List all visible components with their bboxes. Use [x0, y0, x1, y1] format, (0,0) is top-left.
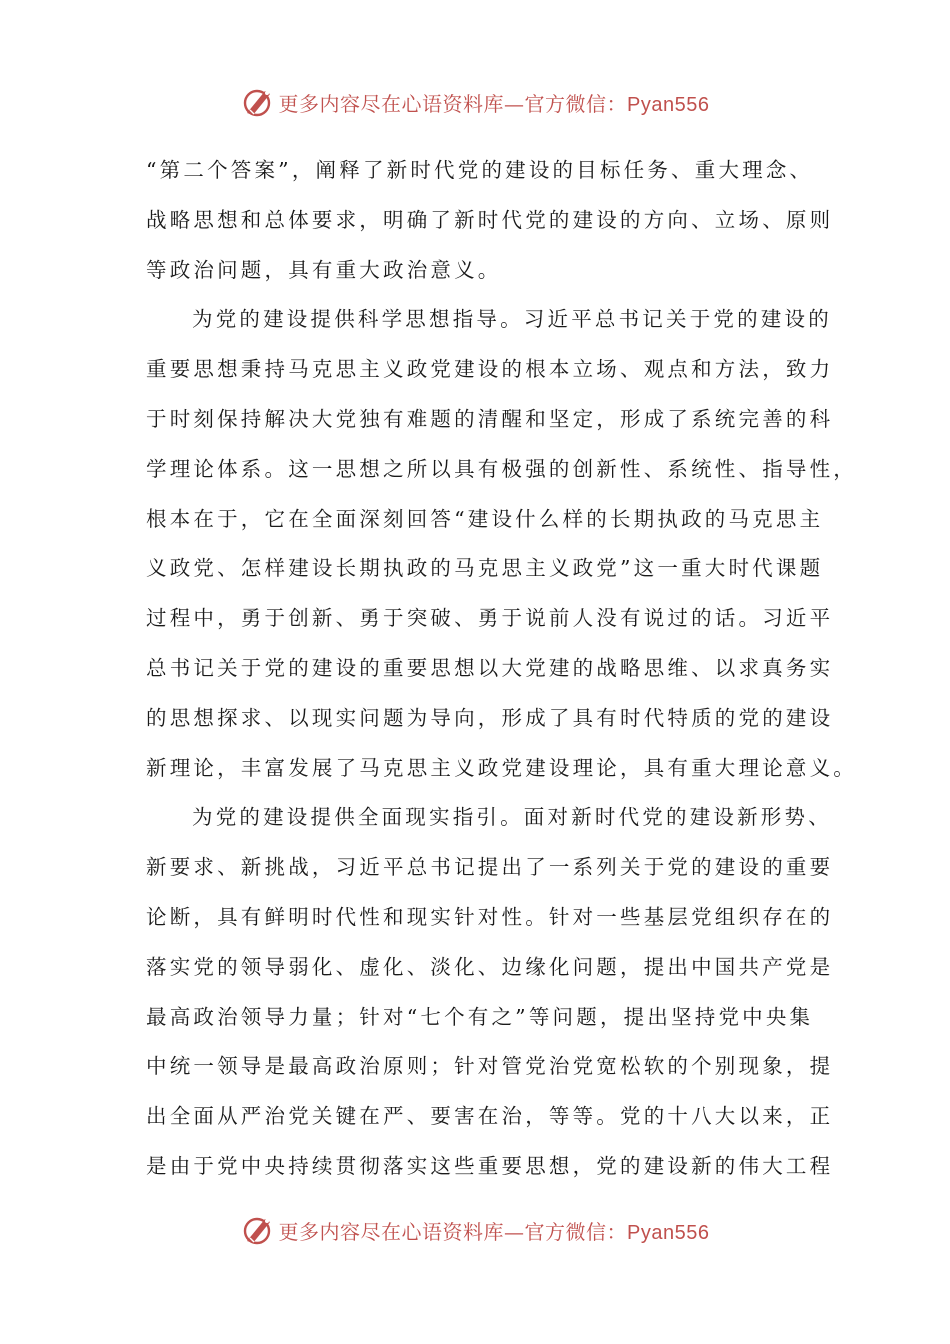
pen-logo-icon — [241, 85, 275, 119]
banner-wechat-label: 官方微信： — [524, 91, 628, 116]
text-line: 根本在于，它在全面深刻回答“建设什么样的长期执政的马克思主 — [146, 506, 824, 531]
paragraph-start-line: 为党的建设提供科学思想指导。习近平总书记关于党的建设的 — [192, 307, 832, 332]
text-line: 最高政治领导力量；针对“七个有之”等问题，提出坚持党中央集 — [146, 1004, 814, 1029]
text-line: 新要求、新挑战，习近平总书记提出了一系列关于党的建设的重要 — [146, 855, 834, 880]
paragraph-start-line: 为党的建设提供全面现实指引。面对新时代党的建设新形势、 — [192, 805, 832, 830]
text-line: 的思想探求、以现实问题为导向，形成了具有时代特质的党的建设 — [146, 705, 834, 730]
pen-logo-icon — [241, 1213, 275, 1247]
text-line: 义政党、怎样建设长期执政的马克思主义政党”这一重大时代课题 — [146, 556, 824, 581]
text-line: 等政治问题，具有重大政治意义。 — [146, 257, 502, 282]
header-banner — [0, 82, 950, 122]
text-line: 学理论体系。这一思想之所以具有极强的创新性、系统性、指导性， — [146, 456, 857, 481]
banner-wechat-handle: Pyan556 — [627, 1221, 710, 1244]
text-line: “第二个答案”，阐释了新时代党的建设的目标任务、重大理念、 — [146, 158, 814, 182]
document-body — [146, 146, 857, 1192]
text-line: 是由于党中央持续贯彻落实这些重要思想，党的建设新的伟大工程 — [146, 1153, 834, 1178]
text-line: 论断，具有鲜明时代性和现实针对性。针对一些基层党组织存在的 — [146, 904, 834, 929]
text-line: 战略思想和总体要求，明确了新时代党的建设的方向、立场、原则 — [146, 207, 834, 232]
footer-banner — [0, 1210, 950, 1250]
banner-wechat-handle: Pyan556 — [627, 93, 710, 116]
banner-wechat-label: 官方微信： — [524, 1219, 628, 1244]
text-line: 出全面从严治党关键在严、要害在治，等等。党的十八大以来，正 — [146, 1104, 834, 1129]
text-line: 总书记关于党的建设的重要思想以大党建的战略思维、以求真务实 — [146, 655, 834, 680]
text-line: 过程中，勇于创新、勇于突破、勇于说前人没有说过的话。习近平 — [146, 606, 834, 631]
text-line: 于时刻保持解决大党独有难题的清醒和坚定，形成了系统完善的科 — [146, 406, 834, 431]
banner-text — [279, 1216, 710, 1245]
banner-text — [279, 88, 710, 117]
text-line: 新理论，丰富发展了马克思主义政党建设理论，具有重大理论意义。 — [146, 755, 857, 780]
text-line: 中统一领导是最高政治原则；针对管党治党宽松软的个别现象，提 — [146, 1054, 834, 1079]
text-line: 重要思想秉持马克思主义政党建设的根本立场、观点和方法，致力 — [146, 357, 834, 382]
banner-title: 更多内容尽在心语资料库— — [278, 1219, 525, 1244]
text-line: 落实党的领导弱化、虚化、淡化、边缘化问题，提出中国共产党是 — [146, 954, 834, 979]
banner-title: 更多内容尽在心语资料库— — [278, 91, 525, 116]
